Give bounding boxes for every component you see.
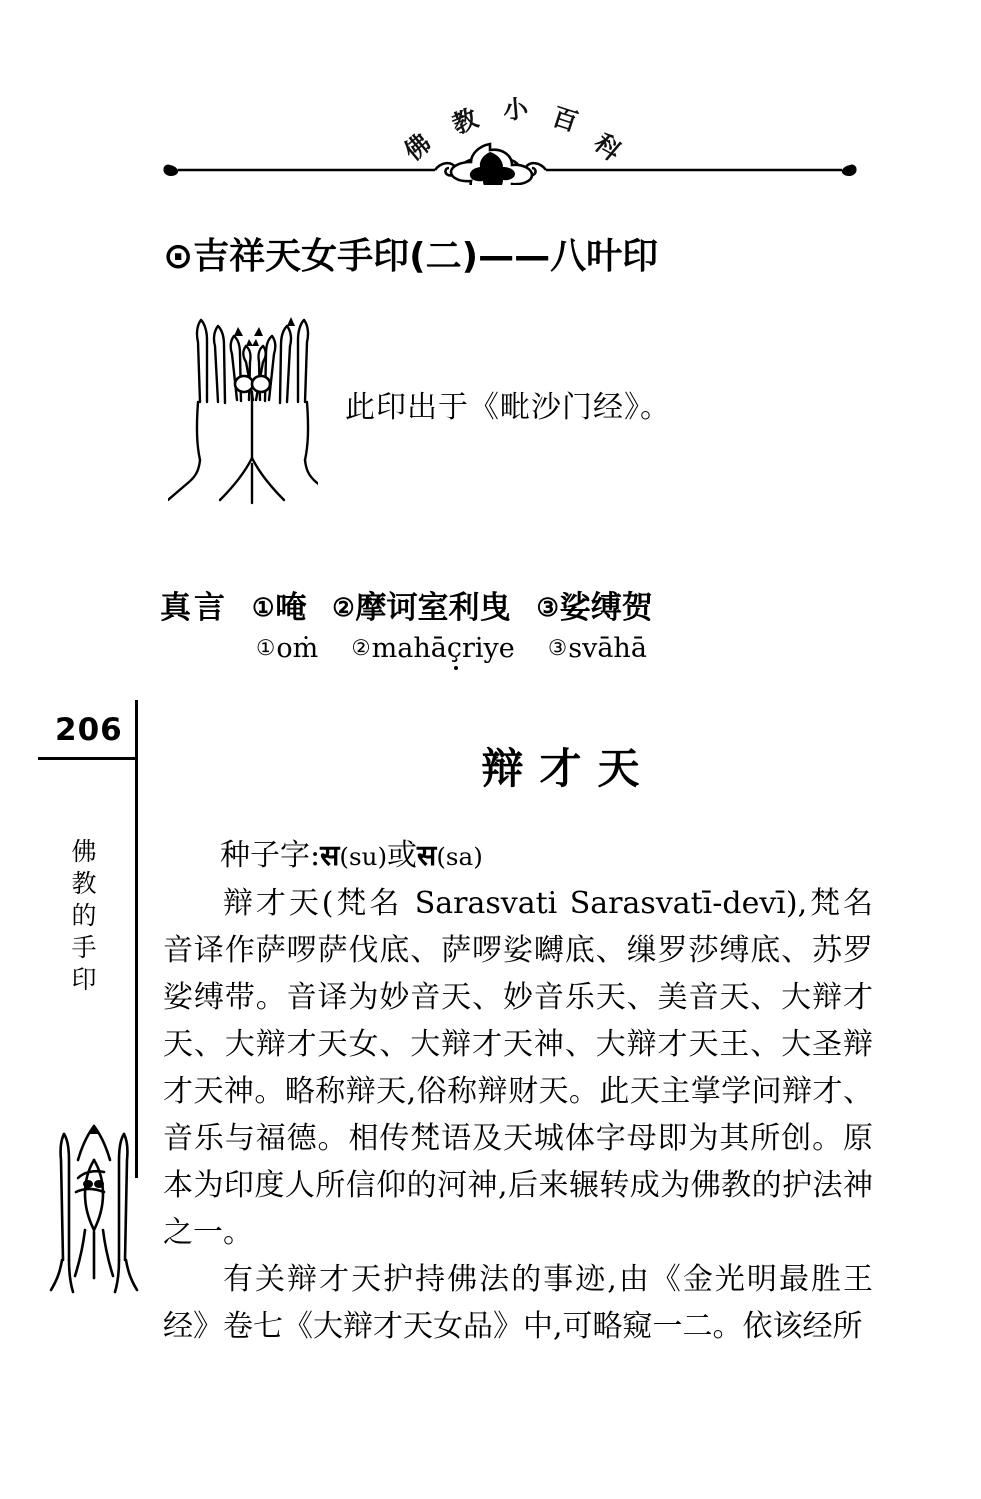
mantra-roman-number-3: ③: [547, 636, 568, 662]
seed-syllable-roman-1: (su): [339, 842, 388, 871]
mantra-roman-text-1: oṁ: [276, 633, 319, 664]
body-paragraph-1: 辩才天(梵名 Sarasvati Sarasvatī-devī),梵名音译作萨啰萨伐底、萨啰娑嚩底、缫罗莎缚底、苏罗娑缚带。音译为妙音天、妙音乐天、美音天、大辩才天、大辩才天女、大辩才天神、大辩才天王、大圣辩才天神。略称辩天,俗称辩财天。此天主掌学问辩才、音乐与福德。相传梵语及天城体字母即为其所创。原本为印度人所信仰的河神,后来辗转成为佛教的护法神之一。: [163, 886, 873, 1250]
body-paragraph-2: 有关辩才天护持佛法的事迹,由《金光明最胜王经》卷七《大辩才天女品》中,可略窥一二。依该经所: [163, 1262, 873, 1344]
mantra-roman-text-2-pre: mahā: [371, 633, 447, 664]
mantra-text-3: 娑缚贺: [559, 590, 653, 626]
body-text: [163, 832, 873, 1350]
running-head-char-4: 科: [588, 128, 627, 167]
mantra-roman-number-2: ②: [351, 636, 371, 662]
mantra-row-chinese: [160, 582, 860, 627]
margin-section-label: 佛教的手印: [71, 837, 97, 994]
mantra-roman-number-1: ①: [256, 636, 276, 662]
running-head-char-1: 教: [448, 103, 483, 140]
mantra-roman-2: [351, 633, 514, 664]
running-head: [390, 72, 630, 167]
seed-syllable-label: 种子字:: [220, 838, 321, 873]
deity-heading: 辩才天: [481, 744, 656, 793]
running-head-char-2: 小: [501, 93, 530, 126]
mantra-roman-3: [548, 633, 647, 664]
mantra-roman-text-3: svāhā: [568, 633, 647, 664]
mantra-number-2: ②: [332, 593, 355, 623]
siddham-glyph-su-icon: स: [320, 839, 340, 872]
mantra-item-2: [332, 582, 510, 627]
mantra-item-3: [536, 582, 652, 627]
mantra-number-3: ③: [536, 593, 559, 623]
mantra-item-1: [252, 582, 306, 627]
mantra-roman-1: [256, 633, 318, 664]
entry-title: ⊙吉祥天女手印(二)——八叶印: [163, 236, 659, 277]
running-head-char-3: 百: [548, 101, 582, 138]
seed-syllable-conjunction: 或: [387, 838, 418, 873]
folio-number: 206: [55, 712, 123, 748]
mudra-illustration: [168, 298, 318, 513]
running-head-char-0: 佛: [398, 128, 437, 167]
figure-caption: 此印出于《毗沙门经》。: [345, 390, 671, 425]
mantra-roman-text-2-dotted: ç: [446, 633, 462, 664]
seed-syllable-line: [220, 832, 873, 880]
mantra-text-2: 摩诃室利曳: [355, 590, 511, 626]
mantra-number-1: ①: [252, 593, 275, 623]
mantra-text-1: 唵: [275, 590, 307, 626]
mantra-label: 真言: [160, 590, 228, 626]
margin-mudra-thumbnail: [48, 1118, 140, 1313]
mantra-roman-text-2-post: riye: [461, 633, 515, 664]
seed-syllable-roman-2: (sa): [436, 842, 483, 871]
mantra-row-romanized: [256, 633, 860, 664]
siddham-glyph-sa-icon: स: [417, 839, 437, 872]
mantra-block: [160, 582, 860, 664]
